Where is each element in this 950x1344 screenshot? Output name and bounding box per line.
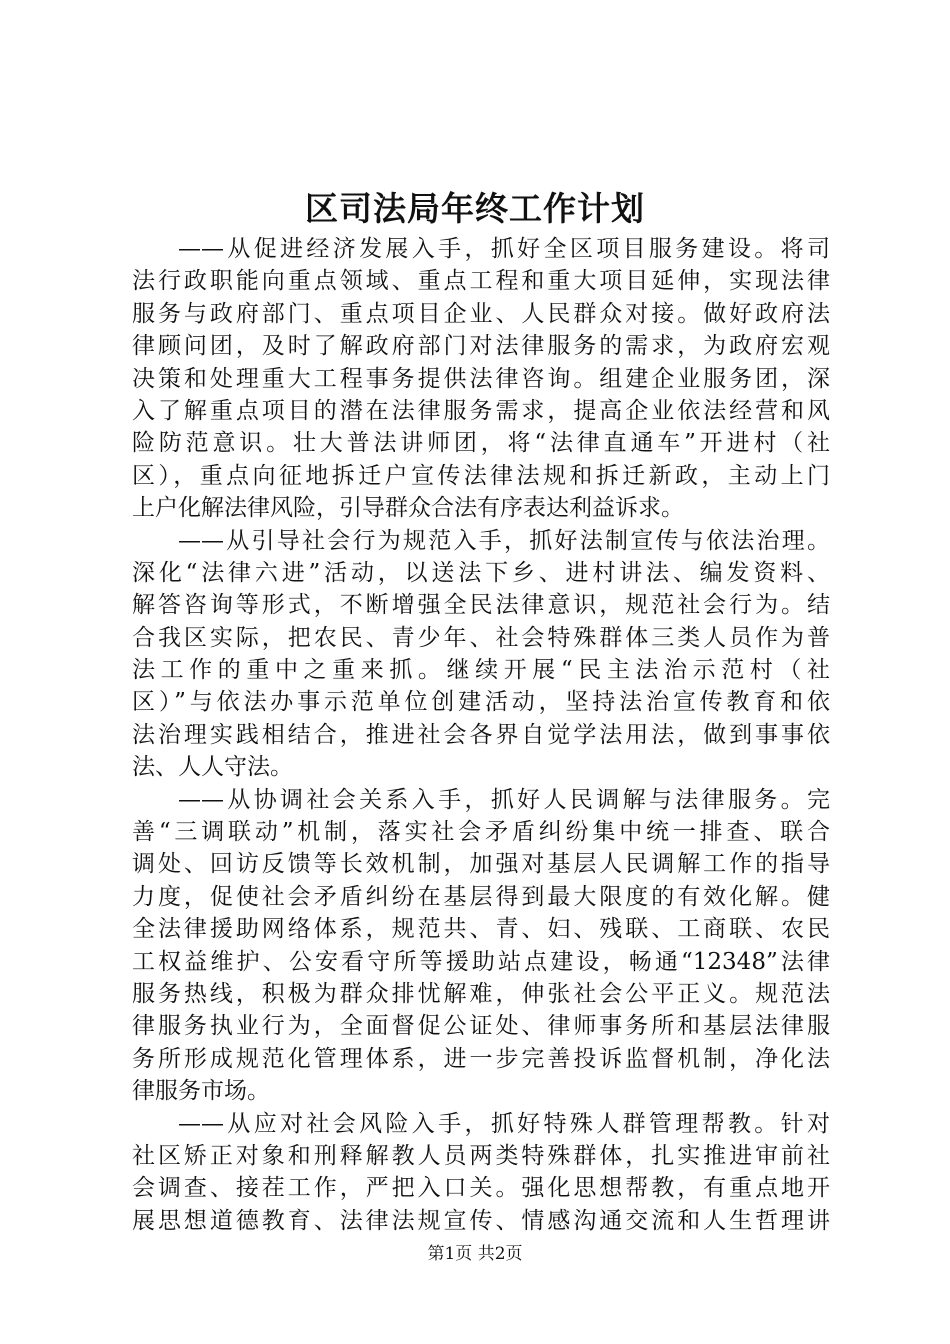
paragraph-line: 区）”与依法办事示范单位创建活动，坚持法治宣传教育和依 (132, 689, 830, 716)
paragraph-line: 全法律援助网络体系，规范共、青、妇、残联、工商联、农民 (132, 916, 830, 943)
paragraph-line: 险防范意识。壮大普法讲师团，将“法律直通车”开进村（社 (132, 430, 830, 457)
paragraph-line: 展思想道德教育、法律法规宣传、情感沟通交流和人生哲理讲 (132, 1207, 830, 1234)
paragraph-line: 上户化解法律风险，引导群众合法有序表达利益诉求。 (132, 495, 684, 522)
paragraph-line: ——从引导社会行为规范入手，抓好法制宣传与依法治理。 (178, 527, 830, 554)
paragraph-line: 法治理实践相结合，推进社会各界自觉学法用法，做到事事依 (132, 721, 830, 748)
paragraph-line: 法行政职能向重点领域、重点工程和重大项目延伸，实现法律 (132, 268, 830, 295)
paragraph-line: 解答咨询等形式，不断增强全民法律意识，规范社会行为。结 (132, 592, 830, 619)
document-body (132, 233, 830, 1237)
paragraph (132, 525, 830, 784)
paragraph-line: 区），重点向征地拆迁户宣传法律法规和拆迁新政，主动上门 (132, 462, 830, 489)
paragraph-line: 律服务执业行为，全面督促公证处、律师事务所和基层法律服 (132, 1013, 830, 1040)
paragraph-line: 务所形成规范化管理体系，进一步完善投诉监督机制，净化法 (132, 1045, 830, 1072)
paragraph-line: ——从应对社会风险入手，抓好特殊人群管理帮教。针对 (178, 1110, 830, 1137)
paragraph (132, 1108, 830, 1238)
paragraph-line: 决策和处理重大工程事务提供法律咨询。组建企业服务团，深 (132, 365, 830, 392)
paragraph-line: 深化“法律六进”活动，以送法下乡、进村讲法、编发资料、 (132, 559, 830, 586)
paragraph-line: 调处、回访反馈等长效机制，加强对基层人民调解工作的指导 (132, 851, 830, 878)
paragraph-line: ——从协调社会关系入手，抓好人民调解与法律服务。完 (178, 786, 830, 813)
paragraph-line: 法工作的重中之重来抓。继续开展“民主法治示范村（社 (132, 657, 830, 684)
paragraph (132, 233, 830, 525)
paragraph-line: 力度，促使社会矛盾纠纷在基层得到最大限度的有效化解。健 (132, 883, 830, 910)
paragraph-line: 工权益维护、公安看守所等援助站点建设，畅通“12348”法律 (132, 948, 830, 975)
paragraph-line: 入了解重点项目的潜在法律服务需求，提高企业依法经营和风 (132, 397, 830, 424)
paragraph-line: 律顾问团，及时了解政府部门对法律服务的需求，为政府宏观 (132, 333, 830, 360)
paragraph-line: ——从促进经济发展入手，抓好全区项目服务建设。将司 (178, 236, 830, 262)
paragraph-line: 善“三调联动”机制，落实社会矛盾纠纷集中统一排查、联合 (132, 819, 830, 846)
paragraph-line: 社区矫正对象和刑释解教人员两类特殊群体，扎实推进审前社 (132, 1142, 830, 1169)
paragraph (132, 784, 830, 1108)
paragraph-line: 会调查、接茬工作，严把入口关。强化思想帮教，有重点地开 (132, 1175, 830, 1202)
page-number-footer: 第1页 共2页 (427, 1244, 523, 1264)
paragraph-line: 法、人人守法。 (132, 754, 293, 781)
document-title: 区司法局年终工作计划 (305, 189, 645, 228)
paragraph-line: 合我区实际，把农民、青少年、社会特殊群体三类人员作为普 (132, 624, 830, 651)
paragraph-line: 服务热线，积极为群众排忧解难，伸张社会公平正义。规范法 (132, 980, 830, 1007)
paragraph-line: 服务与政府部门、重点项目企业、人民群众对接。做好政府法 (132, 300, 830, 327)
paragraph-line: 律服务市场。 (132, 1078, 270, 1105)
